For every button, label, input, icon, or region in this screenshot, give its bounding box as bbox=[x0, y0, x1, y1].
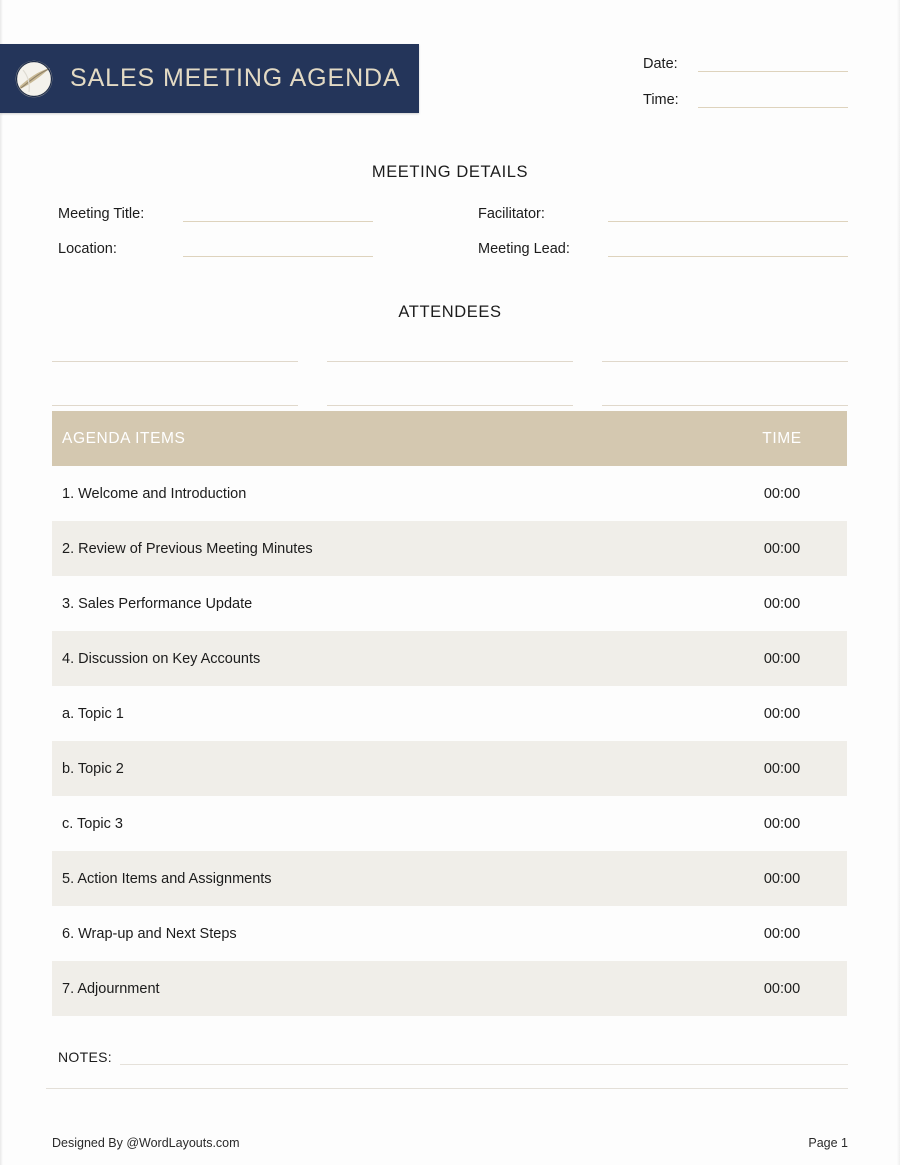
agenda-table-header bbox=[52, 411, 847, 466]
meeting-lead-field bbox=[478, 235, 848, 257]
agenda-item-label: 5. Action Items and Assignments bbox=[62, 870, 272, 887]
attendee-input[interactable] bbox=[327, 384, 573, 406]
table-row[interactable] bbox=[52, 796, 847, 851]
time-label: Time: bbox=[643, 92, 679, 108]
meeting-lead-input[interactable] bbox=[608, 235, 848, 257]
agenda-item-label: 3. Sales Performance Update bbox=[62, 595, 253, 612]
facilitator-field bbox=[478, 200, 848, 222]
table-row[interactable] bbox=[52, 906, 847, 961]
attendees-row bbox=[52, 384, 848, 406]
agenda-item-label: b. Topic 2 bbox=[62, 760, 124, 777]
attendee-input[interactable] bbox=[602, 384, 848, 406]
agenda-table bbox=[52, 411, 847, 1016]
attendees-row bbox=[52, 340, 848, 362]
notes-first-line-row bbox=[58, 1045, 848, 1065]
agenda-item-time[interactable]: 00:00 bbox=[763, 760, 801, 777]
date-field-row bbox=[643, 52, 848, 72]
meeting-title-label: Meeting Title: bbox=[58, 206, 145, 222]
date-input[interactable] bbox=[698, 52, 848, 72]
time-column-header: TIME bbox=[762, 429, 802, 447]
table-row[interactable] bbox=[52, 686, 847, 741]
agenda-item-time[interactable]: 00:00 bbox=[763, 870, 801, 887]
agenda-item-time[interactable]: 00:00 bbox=[763, 485, 801, 502]
footer-credit: Designed By @WordLayouts.com bbox=[52, 1136, 240, 1150]
notes-label: NOTES: bbox=[58, 1049, 112, 1065]
footer-page-number: Page 1 bbox=[808, 1136, 848, 1150]
location-label: Location: bbox=[58, 241, 117, 257]
meeting-details-row bbox=[58, 200, 848, 222]
agenda-item-label: 2. Review of Previous Meeting Minutes bbox=[62, 540, 313, 557]
notes-divider bbox=[46, 1088, 848, 1089]
agenda-item-time[interactable]: 00:00 bbox=[763, 815, 801, 832]
agenda-item-time[interactable]: 00:00 bbox=[763, 925, 801, 942]
agenda-item-time[interactable]: 00:00 bbox=[763, 650, 801, 667]
table-row[interactable] bbox=[52, 466, 847, 521]
agenda-item-label: 7. Adjournment bbox=[62, 980, 160, 997]
location-field bbox=[58, 235, 478, 257]
page-title: SALES MEETING AGENDA bbox=[70, 64, 401, 92]
globe-swoosh-logo-icon bbox=[14, 59, 54, 99]
table-row[interactable] bbox=[52, 851, 847, 906]
meeting-details-row bbox=[58, 235, 848, 257]
meeting-details-heading: MEETING DETAILS bbox=[371, 163, 529, 181]
facilitator-label: Facilitator: bbox=[478, 206, 545, 222]
agenda-item-label: 1. Welcome and Introduction bbox=[62, 485, 247, 502]
agenda-item-time[interactable]: 00:00 bbox=[763, 540, 801, 557]
agenda-item-label: a. Topic 1 bbox=[62, 705, 124, 722]
table-row[interactable] bbox=[52, 741, 847, 796]
agenda-items-column-header: AGENDA ITEMS bbox=[62, 429, 186, 447]
agenda-item-time[interactable]: 00:00 bbox=[763, 705, 801, 722]
agenda-item-time[interactable]: 00:00 bbox=[763, 595, 801, 612]
notes-section bbox=[58, 1045, 848, 1089]
agenda-item-label: 6. Wrap-up and Next Steps bbox=[62, 925, 237, 942]
agenda-item-time[interactable]: 00:00 bbox=[763, 980, 801, 997]
meeting-title-field bbox=[58, 200, 478, 222]
table-row[interactable] bbox=[52, 631, 847, 686]
time-input[interactable] bbox=[698, 88, 848, 108]
attendee-input[interactable] bbox=[52, 340, 298, 362]
table-row[interactable] bbox=[52, 961, 847, 1016]
attendee-input[interactable] bbox=[602, 340, 848, 362]
facilitator-input[interactable] bbox=[608, 200, 848, 222]
attendees-heading: ATTENDEES bbox=[398, 303, 502, 321]
table-row[interactable] bbox=[52, 521, 847, 576]
agenda-item-label: c. Topic 3 bbox=[62, 815, 123, 832]
header-date-time-block bbox=[643, 52, 848, 124]
attendee-input[interactable] bbox=[52, 384, 298, 406]
meeting-title-input[interactable] bbox=[183, 200, 373, 222]
date-label: Date: bbox=[643, 56, 678, 72]
notes-input[interactable] bbox=[120, 1045, 848, 1065]
meeting-details-grid bbox=[58, 200, 848, 270]
page-footer bbox=[52, 1136, 848, 1150]
agenda-item-label: 4. Discussion on Key Accounts bbox=[62, 650, 261, 667]
table-row[interactable] bbox=[52, 576, 847, 631]
time-field-row bbox=[643, 88, 848, 108]
meeting-lead-label: Meeting Lead: bbox=[478, 241, 570, 257]
location-input[interactable] bbox=[183, 235, 373, 257]
attendee-input[interactable] bbox=[327, 340, 573, 362]
document-title-bar bbox=[0, 44, 419, 113]
